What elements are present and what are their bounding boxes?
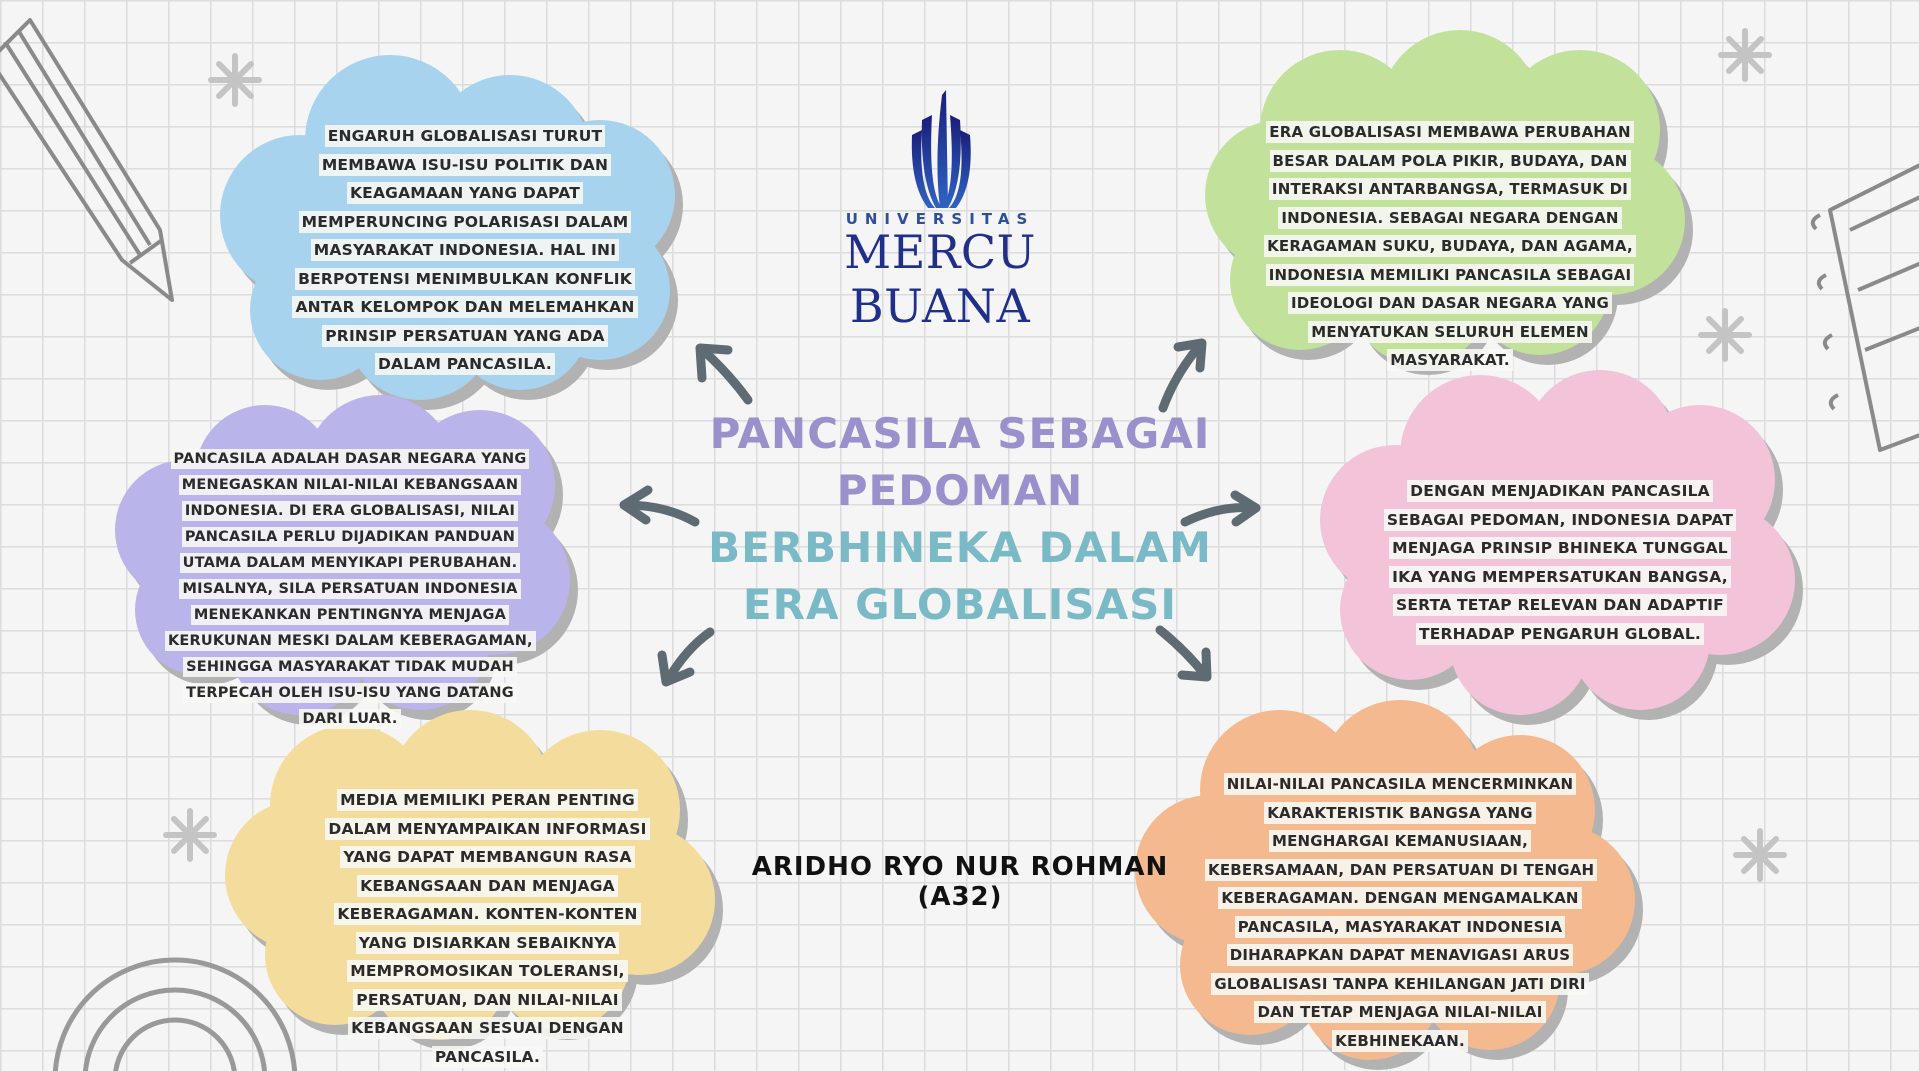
note-bottom-left-text: MEDIA MEMILIKI PERAN PENTING DALAM MENYAMPAIKAN INFORMASI YANG DAPAT MEMBANGUN RASA KEBANGSAAN DAN MENJAGA KEBERAGAMAN. KONTEN-KONTEN YANG DISIARKAN SEBAIKNYA MEMPROMOSIKAN TOLERANSI, PERSATUAN, DAN NILAI-NILAI KEBANGSAAN SESUAI DENGAN PANCASILA.: [325, 789, 649, 1068]
title-line-2: BERBHINEKA DALAM ERA GLOBALISASI: [708, 523, 1212, 629]
logo-emblem-icon: [770, 80, 1110, 215]
logo-university-label: UNIVERSITAS: [845, 210, 1035, 228]
arrow-middle-left: [624, 490, 695, 522]
author-name: ARIDHO RYO NUR ROHMAN (A32): [751, 852, 1169, 912]
arrow-bottom-left: [662, 632, 710, 682]
title-line-1: PANCASILA SEBAGAI PEDOMAN: [709, 409, 1211, 515]
note-middle-left-text: PANCASILA ADALAH DASAR NEGARA YANG MENEGASKAN NILAI-NILAI KEBANGSAAN INDONESIA. DI ERA GLOBALISASI, NILAI PANCASILA PERLU DIJADIKAN PANDUAN UTAMA DALAM MENYIKAPI PERUBAHAN. MISALNYA, SILA PERSATUAN INDONESIA MENEKANKAN PENTINGNYA MENJAGA KERUKUNAN MESKI DALAM KEBERAGAMAN, SEHINGGA MASYARAKAT TIDAK MUDAH TERPECAH OLEH ISU-ISU YANG DATANG DARI LUAR.: [165, 449, 536, 729]
note-bottom-right: [1205, 770, 1595, 1055]
logo-university-name: MERCU BUANA: [844, 225, 1036, 333]
university-logo: [770, 80, 1150, 333]
note-bottom-right-text: NILAI-NILAI PANCASILA MENCERMINKAN KARAKTERISTIK BANGSA YANG MENGHARGAI KEMANUSIAAN, KEBERSAMAAN, DAN PERSATUAN DI TENGAH KEBERAGAMAN. DENGAN MENGAMALKAN PANCASILA, MASYARAKAT INDONESIA DIHARAPKAN DAPAT MENAVIGASI ARUS GLOBALISASI TANPA KEHILANGAN JATI DIRI DAN TETAP MENJAGA NILAI-NILAI KEBHINEKAAN.: [1205, 773, 1597, 1052]
note-top-right: [1255, 118, 1645, 375]
arrow-bottom-right: [1160, 630, 1207, 677]
note-top-right-text: ERA GLOBALISASI MEMBAWA PERUBAHAN BESAR DALAM POLA PIKIR, BUDAYA, DAN INTERAKSI ANTARBANGSA, TERMASUK DI INDONESIA. SEBAGAI NEGARA DENGAN KERAGAMAN SUKU, BUDAYA, DAN AGAMA, INDONESIA MEMILIKI PANCASILA SEBAGAI IDEOLOGI DAN DASAR NEGARA YANG MENYATUKAN SELURUH ELEMEN MASYARAKAT.: [1264, 121, 1636, 371]
note-middle-left: [165, 446, 535, 732]
note-top-left: [290, 122, 640, 379]
arrow-top-right: [1163, 343, 1202, 408]
note-bottom-left: [310, 786, 665, 1071]
note-middle-right-text: DENGAN MENJADIKAN PANCASILA SEBAGAI PEDOMAN, INDONESIA DAPAT MENJAGA PRINSIP BHINEKA TUNGGAL IKA YANG MEMPERSATUKAN BANGSA, SERTA TETAP RELEVAN DAN ADAPTIF TERHADAP PENGARUH GLOBAL.: [1384, 480, 1736, 645]
note-top-left-text: ENGARUH GLOBALISASI TURUT MEMBAWA ISU-ISU POLITIK DAN KEAGAMAAN YANG DAPAT MEMPERUNCING POLARISASI DALAM MASYARAKAT INDONESIA. HAL INI BERPOTENSI MENIMBULKAN KONFLIK ANTAR KELOMPOK DAN MELEMAHKAN PRINSIP PERSATUAN YANG ADA DALAM PANCASILA.: [292, 125, 637, 375]
note-middle-right: [1375, 477, 1745, 648]
page-title: [700, 405, 1220, 633]
arrow-top-left: [700, 348, 748, 400]
